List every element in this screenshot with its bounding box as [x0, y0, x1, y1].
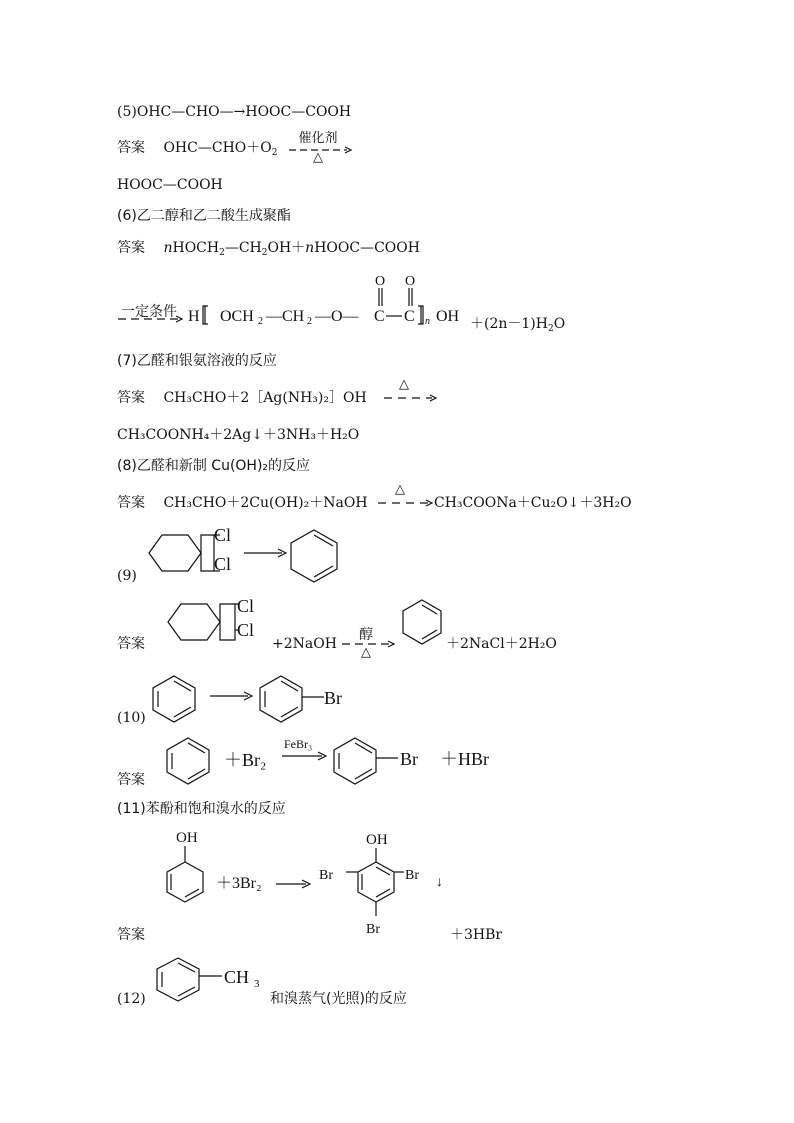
q6-part-b: —CH — [224, 240, 262, 256]
q10-catalyst: FeBr₃ — [284, 737, 313, 751]
chloro-label: Cl — [214, 554, 232, 574]
answer-label: 答案 — [117, 390, 145, 406]
chloro-label: Cl — [237, 596, 255, 616]
q7-line — [117, 352, 277, 370]
q6-carbonyl-o2: O — [405, 274, 416, 289]
q6-question: 乙二醇和乙二酸生成聚酯 — [136, 208, 291, 224]
q10-question-scheme — [152, 674, 362, 722]
q7-answer — [117, 389, 367, 407]
q6-label: (6) — [117, 208, 137, 224]
benzene-ring — [153, 676, 195, 722]
q6-poly-n: n — [425, 316, 430, 327]
reaction-arrow — [244, 549, 286, 557]
answer-label: 答案 — [117, 772, 145, 788]
precipitate-arrow: ↓ — [436, 875, 443, 890]
q11-scheme — [166, 826, 466, 938]
answer-label: 答案 — [117, 927, 145, 943]
q11-question: 苯酚和饱和溴水的反应 — [145, 801, 286, 817]
q8-rhs: CH₃COONa＋Cu₂O↓＋3H₂O — [434, 495, 632, 511]
q10-label: (10) — [117, 710, 146, 726]
q7-arrow — [382, 395, 442, 401]
q6-water: $+(2n-1)H_2O$ — [470, 316, 566, 334]
methyl-label: CH — [224, 967, 250, 987]
bromo-label: Br — [400, 749, 418, 769]
phenol — [167, 830, 203, 902]
q6-condition: 一定条件 — [121, 304, 177, 320]
q6-line — [117, 207, 291, 225]
q6-part-a: HOCH — [172, 240, 220, 256]
q9-products: ＋2NaCl＋2H₂O — [446, 636, 557, 652]
q6-part-d: HOOC—COOH — [314, 240, 420, 256]
q11-label: (11) — [117, 801, 146, 817]
cyclohexadiene-ring — [403, 600, 441, 644]
q7-heat: △ — [399, 377, 409, 392]
q5-question: OHC—CHO—→HOOC—COOH — [136, 104, 352, 120]
q6-n2: n — [305, 240, 315, 256]
q5-line — [117, 103, 351, 121]
q7-answer-line1: CH₃CHO＋2［Ag(NH₃)₂］OH — [163, 390, 367, 406]
q6-polyester-structure — [186, 270, 476, 330]
q6-water-o: O — [553, 316, 566, 332]
q10-hbr: ＋HBr — [440, 749, 489, 769]
chloro-label: Cl — [214, 525, 232, 545]
svg-text:2: 2 — [258, 316, 263, 327]
bromo-label: Br — [319, 868, 333, 883]
q6-poly-och2: OCH — [220, 308, 254, 325]
svg-text:2: 2 — [307, 316, 312, 327]
q8-heat: △ — [395, 482, 405, 497]
chloro-label: Cl — [237, 620, 255, 640]
q12-question: 和溴蒸气(光照)的反应 — [270, 991, 407, 1007]
q9-heat: △ — [361, 645, 371, 660]
cyclohexadiene-ring — [291, 530, 337, 582]
toluene-structure — [156, 956, 276, 1002]
bromobenzene — [334, 738, 418, 784]
answer-label: 答案 — [117, 240, 145, 256]
q6-poly-c1: C — [374, 308, 385, 325]
q9-reagent: +2NaOH — [272, 636, 337, 652]
q10-reagent: ＋Br₂ — [224, 750, 267, 770]
q11-hbr: ＋3HBr — [450, 927, 503, 943]
benzene-ring — [167, 738, 209, 784]
q9-question-scheme — [148, 526, 398, 582]
q9-arrow — [340, 641, 400, 647]
q6-poly-c2: C — [404, 308, 415, 325]
q5-catalyst: 催化剂 — [298, 131, 338, 146]
dichlorocyclohexane-ring — [149, 525, 231, 574]
q6-carbonyl-o1: O — [375, 274, 386, 289]
q10-answer-scheme — [166, 736, 506, 784]
q11-line — [117, 800, 286, 818]
q8-answer — [117, 494, 368, 512]
methyl-subscript: 3 — [254, 978, 260, 990]
bromo-label: Br — [405, 868, 419, 883]
tribromophenol — [319, 832, 419, 937]
answer-label: 答案 — [117, 636, 145, 652]
q7-question: 乙醛和银氨溶液的反应 — [136, 353, 277, 369]
q6-poly-h: H — [188, 308, 200, 325]
q5-label: (5) — [117, 104, 137, 120]
q8-question: 乙醛和新制 Cu(OH)₂的反应 — [136, 458, 311, 474]
q6-arrow — [116, 316, 186, 322]
q8-line — [117, 457, 310, 475]
q6-answer: 答案 $nHOCH_2—CH_2OH+nHOOC—COOH$ — [117, 240, 420, 258]
q6-poly-ch2: —CH — [266, 308, 305, 325]
q6-water-text: ＋(2n－1)H — [470, 316, 548, 332]
hydroxyl-label: OH — [366, 832, 388, 848]
q8-label: (8) — [117, 458, 137, 474]
q7-answer-line2: CH₃COONH₄＋2Ag↓＋3NH₃＋H₂O — [117, 427, 360, 443]
answer-label: 答案 — [117, 495, 145, 511]
q8-arrow — [376, 500, 436, 506]
q5-heat: △ — [313, 150, 323, 165]
q8-lhs: CH₃CHO＋2Cu(OH)₂＋NaOH — [163, 495, 368, 511]
q5-answer-line2: HOOC—COOH — [117, 177, 223, 193]
bromo-label: Br — [324, 688, 342, 708]
q12-label: (12) — [117, 991, 146, 1007]
q5-answer-lhs: OHC—CHO＋O — [163, 140, 272, 156]
hydroxyl-label: OH — [176, 830, 198, 846]
q9-label: (9) — [117, 568, 137, 584]
q6-poly-o: —O— — [315, 308, 359, 325]
q5-arrow — [287, 147, 357, 153]
q5-answer: 答案 $OHC—CHO+O_2$ — [117, 140, 278, 158]
q7-label: (7) — [117, 353, 137, 369]
q6-poly-oh: OH — [436, 308, 460, 325]
bromobenzene — [260, 676, 342, 722]
answer-label: 答案 — [117, 140, 145, 156]
q11-reagent: ＋3Br₂ — [216, 875, 262, 892]
q9-condition: 醇 — [359, 627, 373, 643]
bromo-label: Br — [366, 922, 380, 937]
q6-part-c: OH＋ — [267, 240, 306, 256]
q6-n1: n — [163, 240, 173, 256]
